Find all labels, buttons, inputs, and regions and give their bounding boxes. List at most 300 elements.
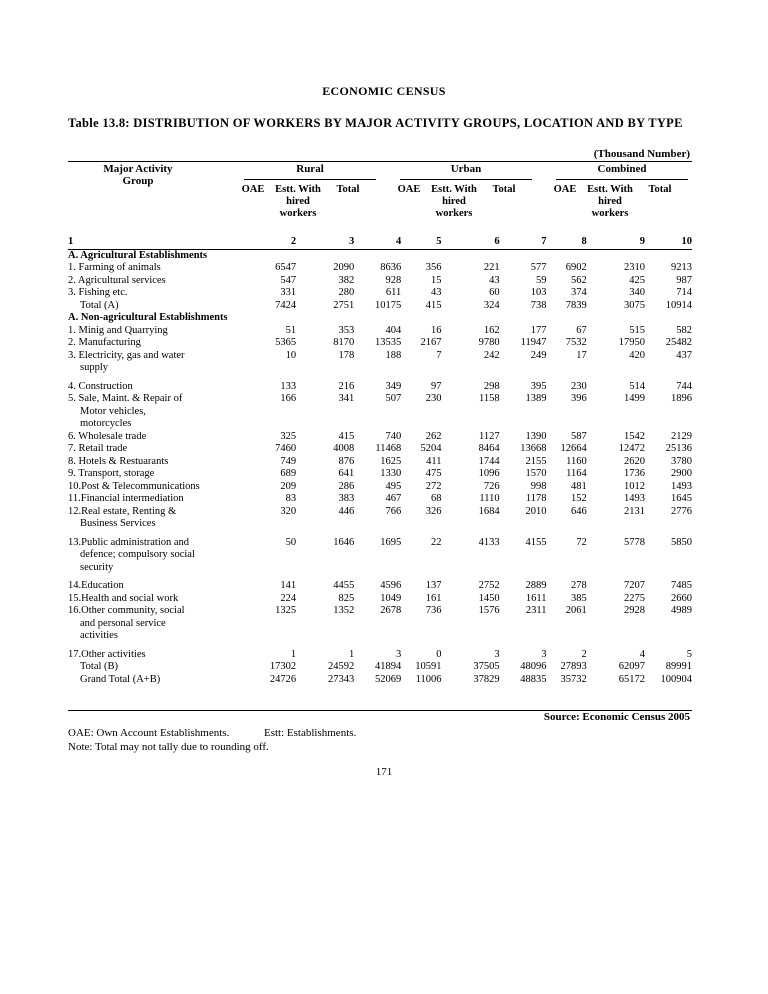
row-label-text: 7. Retail trade <box>68 443 128 454</box>
row-label <box>68 468 256 481</box>
table-cell: 11468 <box>375 443 402 454</box>
table-cell: 60 <box>489 287 500 298</box>
table-cell: 1744 <box>478 455 500 467</box>
table-cell: 1576 <box>478 605 500 616</box>
table-cell: 481 <box>571 480 587 492</box>
row-label <box>68 580 256 593</box>
table-cell: 7532 <box>565 337 587 348</box>
column-number: 2 <box>256 236 296 249</box>
table-cell: 103 <box>530 287 547 298</box>
table-cell: 7839 <box>565 299 587 311</box>
table-cell: 2620 <box>623 455 645 467</box>
table-cell: 3780 <box>671 455 692 467</box>
column-number: 4 <box>354 236 401 249</box>
row-label-text: 4. Construction <box>68 380 133 392</box>
table-cell: 27893 <box>560 661 587 672</box>
table-row <box>68 337 692 350</box>
row-label <box>68 300 256 313</box>
table-cell: 224 <box>280 592 297 604</box>
table-cell: 249 <box>530 349 547 361</box>
table-cell: 262 <box>425 430 442 442</box>
table-row <box>68 580 692 593</box>
table-row <box>68 605 692 643</box>
table-cell: 4989 <box>671 605 692 616</box>
table-cell: 577 <box>530 262 547 273</box>
table-row <box>68 537 692 575</box>
row-label <box>68 674 256 687</box>
table-cell: 547 <box>280 274 297 286</box>
footnote-total: Note: Total may not tally due to rounding off. <box>68 741 269 753</box>
section-row <box>68 249 692 262</box>
table-cell: 62097 <box>618 661 645 672</box>
table-cell: 646 <box>571 505 587 517</box>
table-cell: 3 <box>541 648 547 660</box>
table-cell: 2129 <box>671 430 692 442</box>
table-cell: 340 <box>629 287 645 298</box>
table-cell: 987 <box>676 274 692 286</box>
table-row <box>68 325 692 338</box>
table-cell: 4155 <box>525 536 547 548</box>
table-cell: 52069 <box>374 673 402 685</box>
table-cell: 10175 <box>374 299 402 311</box>
table-cell: 749 <box>280 455 297 467</box>
table-cell: 740 <box>385 430 402 442</box>
table-cell: 1736 <box>623 468 645 479</box>
row-label <box>68 325 256 338</box>
table-cell: 6902 <box>565 262 587 273</box>
table-cell: 1570 <box>525 468 547 479</box>
table-cell: 1127 <box>478 430 500 442</box>
table-cell: 1330 <box>380 468 402 479</box>
table-cell: 43 <box>430 287 442 298</box>
column-number: 6 <box>441 236 499 249</box>
table-cell: 216 <box>338 380 355 392</box>
column-number: 10 <box>645 236 692 249</box>
row-label-text: 8. Hotels & Restuarants <box>68 455 169 467</box>
table-cell: 1012 <box>623 480 645 492</box>
table-cell: 420 <box>629 349 645 361</box>
table-cell: 188 <box>385 349 402 361</box>
row-label <box>68 456 256 469</box>
table-cell: 8464 <box>478 443 500 454</box>
table-cell: 2 <box>581 648 587 660</box>
table-cell: 3 <box>395 648 402 660</box>
table-cell: 738 <box>530 299 547 311</box>
table-cell: 415 <box>425 299 442 311</box>
row-label <box>68 593 256 606</box>
table-cell: 35732 <box>560 673 587 685</box>
table-cell: 1390 <box>525 430 547 442</box>
table-cell: 12472 <box>618 443 645 454</box>
table-cell: 221 <box>483 262 500 273</box>
table-cell: 1110 <box>479 493 500 504</box>
table-cell: 3075 <box>623 299 645 311</box>
page-number: 171 <box>375 766 393 778</box>
table-cell: 562 <box>571 274 587 286</box>
table-cell: 17950 <box>618 337 645 348</box>
table-cell: 331 <box>280 287 297 298</box>
table-cell: 3 <box>494 648 500 660</box>
table-row <box>68 661 692 674</box>
source-note: Source: Economic Census 2005 <box>543 711 690 723</box>
table-cell: 2275 <box>623 592 645 604</box>
table-cell: 89991 <box>665 661 692 672</box>
table-cell: 67 <box>576 324 587 336</box>
table-cell: 13535 <box>374 337 402 348</box>
table-cell: 736 <box>425 605 442 616</box>
table-cell: 1896 <box>671 393 692 404</box>
table-cell: 27343 <box>328 673 355 685</box>
table-cell: 83 <box>285 493 297 504</box>
table-cell: 12664 <box>560 443 587 454</box>
column-number: 5 <box>401 236 441 249</box>
col-header-total: Total <box>336 184 360 195</box>
major-activity-header: Major Activity Group <box>103 163 173 187</box>
table-cell: 25136 <box>665 443 692 454</box>
table-cell: 1158 <box>478 393 500 404</box>
table-cell: 4008 <box>333 443 355 454</box>
table-cell: 1164 <box>566 468 587 479</box>
row-label-text: 3. Fishing etc. <box>68 287 128 298</box>
row-label <box>68 381 256 394</box>
table-cell: 178 <box>338 349 355 361</box>
table-row <box>68 649 692 662</box>
row-label-text: 3. Electricity, gas and water <box>68 349 185 361</box>
table-cell: 41894 <box>374 661 402 672</box>
table-cell: 395 <box>530 380 547 392</box>
row-label <box>68 493 256 506</box>
table-cell: 467 <box>385 493 402 504</box>
row-label-text: 2. Manufacturing <box>68 337 141 348</box>
row-label-text: 9. Transport, storage <box>68 468 155 479</box>
table-cell: 1096 <box>478 468 500 479</box>
table-row <box>68 468 692 481</box>
table-cell: 587 <box>571 430 587 442</box>
table-cell: 2090 <box>333 262 355 273</box>
table-row <box>68 443 692 456</box>
table-cell: 24592 <box>328 661 355 672</box>
table-cell: 37505 <box>473 661 500 672</box>
table-cell: 11006 <box>415 673 442 685</box>
row-label-text: Total (A) <box>80 299 119 311</box>
combined-underline <box>556 179 688 180</box>
table-cell: 714 <box>676 287 692 298</box>
row-label-text: 1. Minig and Quarrying <box>68 324 168 336</box>
table-cell: 1542 <box>623 430 645 442</box>
table-row <box>68 300 692 313</box>
row-label-continuation: Motor vehicles, <box>80 405 146 417</box>
row-label-text: 11.Financial intermediation <box>68 493 184 504</box>
table-cell: 2928 <box>623 605 645 616</box>
table-cell: 230 <box>425 393 442 404</box>
table-cell: 1352 <box>333 605 355 616</box>
table-cell: 514 <box>629 380 645 392</box>
table-cell: 341 <box>338 393 355 404</box>
table-cell: 0 <box>436 648 442 660</box>
table-cell: 9213 <box>671 262 692 273</box>
table-cell: 611 <box>385 287 402 298</box>
table-cell: 5778 <box>623 536 645 548</box>
table-cell: 5204 <box>420 443 442 454</box>
row-label <box>68 275 256 288</box>
row-label-text: 13.Public administration and <box>68 536 190 548</box>
col-header-estt: Estt. With hired workers <box>275 184 321 219</box>
row-label <box>68 431 256 444</box>
table-row <box>68 674 692 687</box>
table-cell: 325 <box>280 430 297 442</box>
row-label-text: 17.Other activities <box>68 648 146 660</box>
row-label <box>68 661 256 674</box>
table-cell: 2131 <box>623 505 645 517</box>
footnote-estt: Estt: Establishments. <box>264 727 357 739</box>
row-label-continuation: and personal service <box>80 617 166 629</box>
table-cell: 928 <box>385 274 402 286</box>
table-cell: 326 <box>425 505 442 517</box>
table-cell: 396 <box>571 393 587 404</box>
table-row <box>68 350 692 375</box>
row-label-text: 14.Education <box>68 580 124 591</box>
table-cell: 242 <box>483 349 500 361</box>
table-cell: 1325 <box>275 605 297 616</box>
section-label: A. Non-agricultural Establishments <box>68 312 228 323</box>
table-cell: 6547 <box>275 262 297 273</box>
table-cell: 10591 <box>415 661 442 672</box>
table-row <box>68 262 692 275</box>
table-cell: 998 <box>530 480 547 492</box>
table-cell: 382 <box>338 274 355 286</box>
row-label-continuation: defence; compulsory social <box>80 549 195 560</box>
table-cell: 1 <box>349 648 355 660</box>
table-cell: 1645 <box>671 493 692 504</box>
table-cell: 2061 <box>565 605 587 616</box>
table-cell: 278 <box>571 580 587 591</box>
col-header-oae: OAE <box>397 184 421 195</box>
row-label-text: 5. Sale, Maint. & Repair of <box>68 393 183 404</box>
row-label <box>68 350 256 375</box>
row-label-text: 1. Farming of animals <box>68 262 161 273</box>
table-cell: 7424 <box>275 299 297 311</box>
table-cell: 43 <box>489 274 500 286</box>
table-cell: 10914 <box>665 299 692 311</box>
table-cell: 1049 <box>380 592 402 604</box>
column-number: 9 <box>587 236 645 249</box>
table-cell: 2752 <box>478 580 500 591</box>
table-cell: 15 <box>430 274 442 286</box>
table-cell: 425 <box>629 274 645 286</box>
table-cell: 2167 <box>420 337 442 348</box>
table-row <box>68 593 692 606</box>
table-cell: 4455 <box>333 580 355 591</box>
table-cell: 50 <box>285 536 297 548</box>
table-cell: 374 <box>571 287 587 298</box>
table-cell: 766 <box>385 505 402 517</box>
table-cell: 5850 <box>671 536 692 548</box>
top-rule <box>68 161 692 162</box>
table-cell: 1178 <box>525 493 547 504</box>
units-label: (Thousand Number) <box>593 148 690 160</box>
table-cell: 1 <box>290 648 297 660</box>
column-number: 1 <box>68 236 256 249</box>
table-cell: 72 <box>576 536 587 548</box>
table-cell: 162 <box>483 324 500 336</box>
table-cell: 4 <box>639 648 645 660</box>
table-cell: 404 <box>385 324 402 336</box>
table-row <box>68 481 692 494</box>
footnote-oae: OAE: Own Account Establishments. <box>68 727 230 739</box>
table-cell: 97 <box>430 380 442 392</box>
table-cell: 641 <box>338 468 355 479</box>
table-cell: 17 <box>576 349 587 361</box>
combined-header: Combined <box>597 163 647 175</box>
row-label <box>68 393 256 431</box>
row-label <box>68 287 256 300</box>
col-header-total: Total <box>648 184 672 195</box>
table-cell: 25482 <box>665 337 692 348</box>
row-label-continuation: activities <box>80 630 118 641</box>
table-row <box>68 431 692 444</box>
table-row <box>68 493 692 506</box>
row-label-continuation: security <box>80 561 114 573</box>
page-title: ECONOMIC CENSUS <box>322 84 446 98</box>
table-cell: 286 <box>338 480 355 492</box>
row-label-text: Grand Total (A+B) <box>80 673 161 685</box>
table-cell: 744 <box>676 380 692 392</box>
table-cell: 1625 <box>380 455 402 467</box>
table-row <box>68 393 692 431</box>
table-cell: 1684 <box>478 505 500 517</box>
row-label <box>68 537 256 575</box>
row-label <box>68 262 256 275</box>
table-cell: 437 <box>676 349 692 361</box>
table-cell: 2155 <box>525 455 547 467</box>
table-cell: 876 <box>338 455 355 467</box>
table-cell: 48835 <box>520 673 547 685</box>
table-cell: 141 <box>280 580 297 591</box>
table-cell: 2310 <box>623 262 645 273</box>
row-label <box>68 506 256 531</box>
table-cell: 8636 <box>380 262 402 273</box>
row-label-text: 16.Other community, social <box>68 605 185 616</box>
table-cell: 353 <box>338 324 355 336</box>
section-label: A. Agricultural Establishments <box>68 249 208 261</box>
table-cell: 2889 <box>525 580 547 591</box>
row-label-continuation: supply <box>80 362 109 373</box>
table-cell: 324 <box>483 299 500 311</box>
table-cell: 475 <box>425 468 442 479</box>
row-label-continuation: Business Services <box>80 518 156 529</box>
row-label-continuation: motorcycles <box>80 418 132 429</box>
table-cell: 383 <box>338 493 355 504</box>
column-number: 8 <box>547 236 587 249</box>
table-cell: 51 <box>285 324 297 336</box>
table-cell: 2660 <box>671 592 692 604</box>
table-cell: 2311 <box>525 605 547 616</box>
table-cell: 415 <box>338 430 355 442</box>
table-cell: 2900 <box>671 468 692 479</box>
table-row <box>68 381 692 394</box>
table-cell: 411 <box>426 455 442 467</box>
table-cell: 2010 <box>525 505 547 517</box>
table-cell: 37829 <box>473 673 500 685</box>
table-cell: 1493 <box>623 493 645 504</box>
row-label-text: 10.Post & Telecommunications <box>68 480 200 492</box>
table-cell: 22 <box>430 536 442 548</box>
table-cell: 7460 <box>275 443 297 454</box>
table-cell: 5365 <box>275 337 297 348</box>
table-cell: 10 <box>285 349 297 361</box>
row-label-text: 15.Health and social work <box>68 592 179 604</box>
table-cell: 230 <box>571 380 587 392</box>
section-row <box>68 312 692 325</box>
table-cell: 7207 <box>623 580 645 591</box>
table-cell: 161 <box>425 592 442 604</box>
table-cell: 137 <box>425 580 442 591</box>
table-cell: 2776 <box>671 505 692 517</box>
table-cell: 100904 <box>660 673 692 685</box>
table-cell: 507 <box>385 393 402 404</box>
table-cell: 825 <box>338 592 355 604</box>
row-label <box>68 481 256 494</box>
table-cell: 68 <box>430 493 442 504</box>
urban-header: Urban <box>450 163 482 175</box>
table-cell: 582 <box>676 324 692 336</box>
row-label <box>68 443 256 456</box>
table-cell: 8170 <box>333 337 355 348</box>
col-header-total: Total <box>492 184 516 195</box>
data-table <box>68 236 692 686</box>
table-cell: 385 <box>571 592 587 604</box>
table-cell: 13668 <box>520 443 547 454</box>
table-cell: 133 <box>280 380 297 392</box>
col-header-estt: Estt. With hired workers <box>431 184 477 219</box>
row-label-text: 2. Agricultural services <box>68 274 166 286</box>
table-cell: 166 <box>280 393 297 404</box>
table-cell: 1160 <box>566 455 587 467</box>
table-cell: 356 <box>425 262 442 273</box>
table-cell: 726 <box>483 480 500 492</box>
table-cell: 320 <box>280 505 297 517</box>
row-label-text: Total (B) <box>80 661 119 672</box>
table-cell: 495 <box>385 480 402 492</box>
table-cell: 1611 <box>525 592 547 604</box>
table-cell: 7 <box>436 349 442 361</box>
table-row <box>68 275 692 288</box>
table-cell: 515 <box>629 324 645 336</box>
table-cell: 177 <box>530 324 547 336</box>
table-cell: 48096 <box>520 661 547 672</box>
row-label <box>68 337 256 350</box>
table-cell: 4596 <box>380 580 402 591</box>
row-label <box>68 605 256 643</box>
table-cell: 1389 <box>525 393 547 404</box>
table-cell: 272 <box>425 480 442 492</box>
table-row <box>68 456 692 469</box>
table-cell: 17302 <box>269 661 297 672</box>
table-cell: 65172 <box>618 673 645 685</box>
rural-underline <box>244 179 376 180</box>
table-cell: 2678 <box>380 605 402 616</box>
table-cell: 1493 <box>671 480 692 492</box>
column-number: 7 <box>500 236 547 249</box>
table-cell: 1646 <box>333 536 355 548</box>
rural-header: Rural <box>296 163 324 175</box>
row-label-text: 12.Real estate, Renting & <box>68 505 177 517</box>
table-cell: 2751 <box>333 299 355 311</box>
table-cell: 59 <box>536 274 547 286</box>
table-cell: 280 <box>338 287 355 298</box>
table-cell: 209 <box>280 480 297 492</box>
col-header-oae: OAE <box>241 184 265 195</box>
